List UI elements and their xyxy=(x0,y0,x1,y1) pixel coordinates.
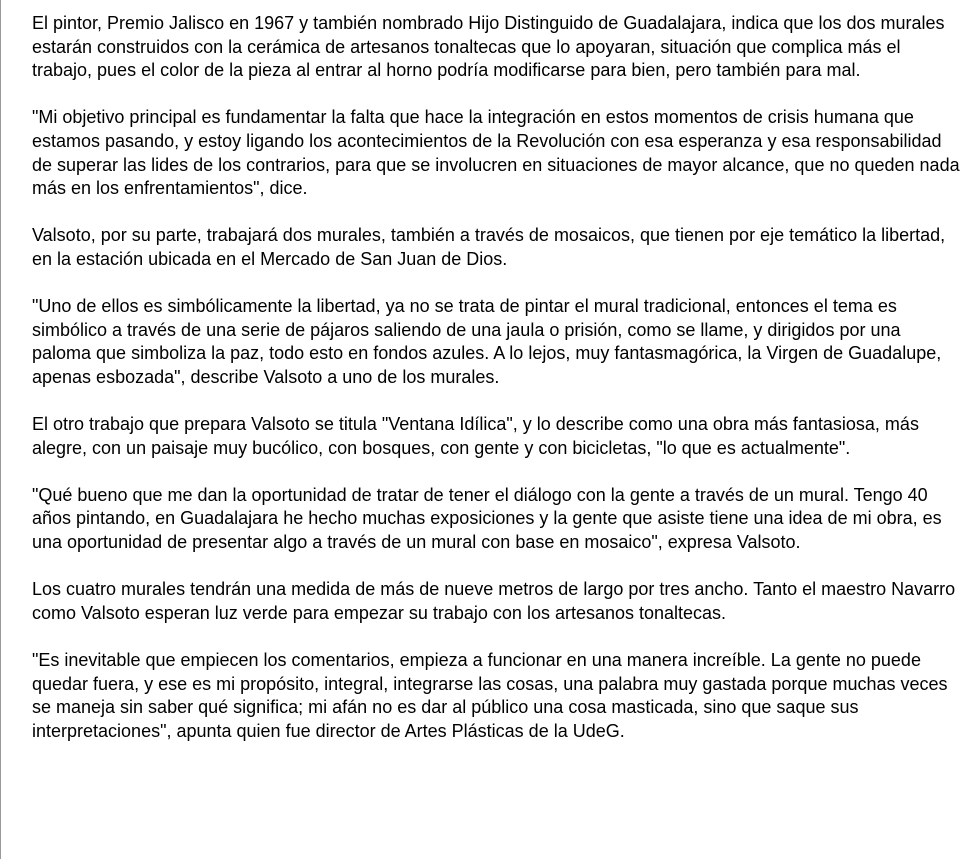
article-paragraph: El otro trabajo que prepara Valsoto se titula "Ventana Idílica", y lo describe como una obra más fantasiosa, más alegre, con un paisaje muy bucólico, con bosques, con gente y con bicicletas, "lo que es actualmente". xyxy=(32,414,919,458)
article-paragraph: "Mi objetivo principal es fundamentar la falta que hace la integración en estos momentos de crisis humana que estamos pasando, y estoy ligando los acontecimientos de la Revolución con esa esperanza y esa responsabilidad de superar las lides de los contrarios, para que se involucren en situaciones de mayor alcance, que no queden nada más en los enfrentamientos", dice. xyxy=(32,107,960,199)
article-paragraph: Los cuatro murales tendrán una medida de más de nueve metros de largo por tres ancho. Tanto el maestro Navarro como Valsoto esperan luz verde para empezar su trabajo con los artesanos tonaltecas. xyxy=(32,579,956,623)
left-border-rule xyxy=(0,0,1,859)
article-body xyxy=(32,12,962,743)
article-paragraph: "Es inevitable que empiecen los comentarios, empieza a funcionar en una manera increíble. La gente no puede quedar fuera, y ese es mi propósito, integral, integrarse las cosas, una palabra muy gastada porque muchas veces se maneja sin saber qué significa; mi afán no es dar al público una cosa masticada, sino que saque sus interpretaciones", apunta quien fue director de Artes Plásticas de la UdeG. xyxy=(32,650,948,741)
article-paragraph: "Uno de ellos es simbólicamente la libertad, ya no se trata de pintar el mural tradicional, entonces el tema es simbólico a través de una serie de pájaros saliendo de una jaula o prisión, como se llame, y dirigidos por una paloma que simboliza la paz, todo esto en fondos azules. A lo lejos, muy fantasmagórica, la Virgen de Guadalupe, apenas esbozada", describe Valsoto a uno de los murales. xyxy=(32,296,942,387)
article-paragraph: El pintor, Premio Jalisco en 1967 y también nombrado Hijo Distinguido de Guadalajara, indica que los dos murales estarán construidos con la cerámica de artesanos tonaltecas que lo apoyaran, situación que complica más el trabajo, pues el color de la pieza al entrar al horno podría modificarse para bien, pero también para mal. xyxy=(32,13,945,81)
article-paragraph: "Qué bueno que me dan la oportunidad de tratar de tener el diálogo con la gente a través de un mural. Tengo 40 años pintando, en Guadalajara he hecho muchas exposiciones y la gente que asiste tiene una idea de mi obra, es una oportunidad de presentar algo a través de un mural con base en mosaico", expresa Valsoto. xyxy=(32,484,942,553)
article-paragraph: Valsoto, por su parte, trabajará dos murales, también a través de mosaicos, que tienen por eje temático la libertad, en la estación ubicada en el Mercado de San Juan de Dios. xyxy=(32,225,946,269)
